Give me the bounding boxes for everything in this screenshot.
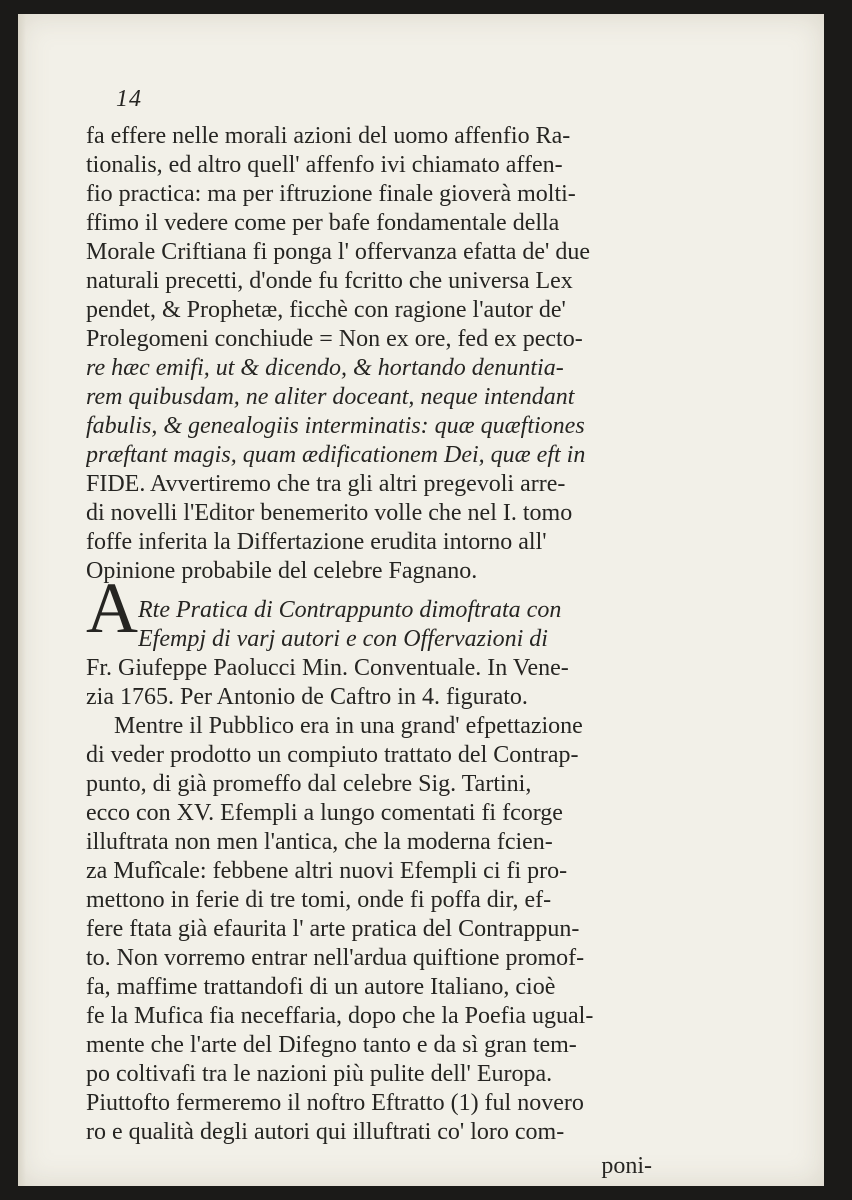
paragraph-line: za Mufîcale: febbene altri nuovi Efempli ci fi pro-	[86, 858, 568, 884]
paragraph-line: Mentre il Pubblico era in una grand' efpettazione	[114, 713, 583, 739]
paragraph-line: Piuttofto fermeremo il noftro Eftratto (1) ful novero	[86, 1090, 584, 1116]
text-line: tionalis, ed altro quell' affenfo ivi chiamato affen-	[86, 152, 563, 178]
catchword: poni-	[601, 1153, 652, 1179]
text-line: FIDE. Avvertiremo che tra gli altri pregevoli arre-	[86, 471, 566, 497]
page-number: 14	[116, 86, 142, 112]
text-line: fabulis, & genealogiis interminatis: quæ quæftiones	[86, 413, 585, 439]
paragraph-line: di veder prodotto un compiuto trattato del Contrap-	[86, 742, 579, 768]
paragraph-line: to. Non vorremo entrar nell'ardua quiftione promof-	[86, 945, 585, 971]
text-line: fio practica: ma per iftruzione finale gioverà molti-	[86, 181, 576, 207]
text-line: foffe inferita la Differtazione erudita intorno all'	[86, 529, 547, 555]
drop-cap: A	[86, 568, 136, 648]
paragraph-line: punto, di già promeffo dal celebre Sig. Tartini,	[86, 771, 532, 797]
review-heading-line: Rte Pratica di Contrappunto dimoftrata con	[138, 597, 562, 623]
text-line: re hæc emifi, ut & dicendo, & hortando denuntia-	[86, 355, 564, 381]
text-line: Opinione probabile del celebre Fagnano.	[86, 558, 478, 584]
text-line: rem quibusdam, ne aliter doceant, neque intendant	[86, 384, 575, 410]
paragraph-line: fa, maffime trattandofi di un autore Italiano, cioè	[86, 974, 556, 1000]
paragraph-line: fere ftata già efaurita l' arte pratica del Contrappun-	[86, 916, 580, 942]
book-page	[18, 14, 824, 1186]
paragraph-line: mente che l'arte del Difegno tanto e da sì gran tem-	[86, 1032, 577, 1058]
paragraph-line: ro e qualità degli autori qui illuftrati co' loro com-	[86, 1119, 565, 1145]
review-heading-line: zia 1765. Per Antonio de Caftro in 4. figurato.	[86, 684, 528, 710]
review-heading-line: Efempj di varj autori e con Offervazioni di	[138, 626, 548, 652]
text-line: di novelli l'Editor benemerito volle che nel I. tomo	[86, 500, 573, 526]
text-line: Prolegomeni conchiude = Non ex ore, fed ex pecto-	[86, 326, 583, 352]
text-line: præftant magis, quam ædificationem Dei, quæ eft in	[86, 442, 586, 468]
text-line: ffimo il vedere come per bafe fondamentale della	[86, 210, 560, 236]
text-line: pendet, & Prophetæ, ficchè con ragione l'autor de'	[86, 297, 566, 323]
paragraph-line: fe la Mufica fia neceffaria, dopo che la Poefia ugual-	[86, 1003, 594, 1029]
paragraph-line: po coltivafi tra le nazioni più pulite dell' Europa.	[86, 1061, 553, 1087]
review-heading-line: Fr. Giufeppe Paolucci Min. Conventuale. In Vene-	[86, 655, 569, 681]
text-line: Morale Criftiana fi ponga l' offervanza efatta de' due	[86, 239, 590, 265]
text-line: fa effere nelle morali azioni del uomo affenfio Ra-	[86, 123, 571, 149]
text-line: naturali precetti, d'onde fu fcritto che universa Lex	[86, 268, 573, 294]
paragraph-line: ecco con XV. Efempli a lungo comentati fi fcorge	[86, 800, 563, 826]
paragraph-line: mettono in ferie di tre tomi, onde fi poffa dir, ef-	[86, 887, 552, 913]
paragraph-line: illuftrata non men l'antica, che la moderna fcien-	[86, 829, 553, 855]
